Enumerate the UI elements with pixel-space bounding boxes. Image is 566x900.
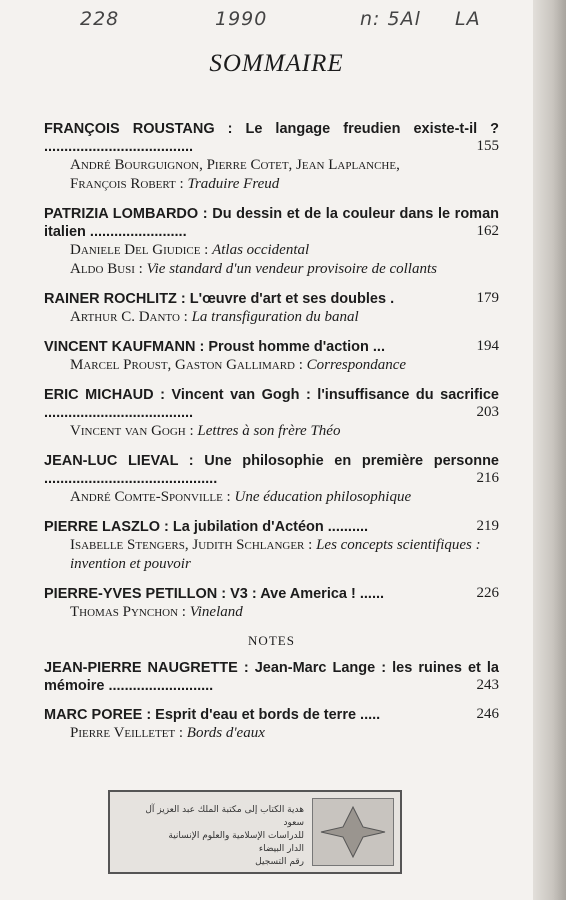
page-number: 194 (476, 338, 499, 354)
toc-entry (44, 386, 499, 441)
toc-entry (44, 706, 499, 743)
toc-heading: PIERRE LASZLO : La jubilation d'Actéon .......... (44, 519, 369, 535)
notes-label: NOTES (248, 633, 295, 648)
toc-sub: Thomas Pynchon : Vineland (70, 604, 243, 620)
handwritten-note: n: 5Al (360, 8, 421, 30)
handwritten-note: 1990 (215, 8, 268, 30)
toc-entry (44, 120, 499, 194)
toc-heading: FRANÇOIS ROUSTANG : Le langage freudien existe-t-il ? ..................................... (44, 121, 499, 155)
page-number: 246 (476, 706, 499, 722)
toc-heading: MARC POREE : Esprit d'eau et bords de terre ..... (44, 707, 381, 723)
toc-entry (44, 290, 499, 327)
toc-heading: JEAN-PIERRE NAUGRETTE : Jean-Marc Lange : les ruines et la mémoire .......................... (44, 660, 499, 694)
toc-heading: VINCENT KAUFMANN : Proust homme d'action ... (44, 339, 385, 355)
toc-sub: Arthur C. Danto : La transfiguration du banal (70, 309, 359, 325)
stamp-text: هدية الكتاب إلى مكتبة الملك عبد العزيز آل سعود للدراسات الإسلامية والعلوم الإنسانية الدار البيضاء رقم التسجيل (145, 805, 304, 867)
stamp-emblem-icon (312, 798, 394, 866)
toc-sub: Marcel Proust, Gaston Gallimard : Correspondance (70, 357, 407, 373)
page-number: 226 (476, 585, 499, 601)
toc-sub: André Bourguignon, Pierre Cotet, Jean Laplanche, François Robert : Traduire Freud (70, 157, 400, 192)
page-number: 243 (476, 677, 499, 693)
toc-sub: Vincent van Gogh : Lettres à son frère Théo (70, 423, 341, 439)
handwritten-note: LA (455, 8, 481, 30)
toc-sub: Pierre Veilletet : Bords d'eaux (70, 725, 265, 741)
book-binding-edge (533, 0, 566, 900)
toc-entry (44, 659, 499, 695)
toc-sub: André Comte-Sponville : Une éducation philosophique (70, 489, 412, 505)
library-stamp (108, 790, 402, 874)
page-number: 179 (476, 290, 499, 306)
handwritten-note: 228 (80, 8, 120, 30)
toc-sub: Daniele Del Giudice : Atlas occidental Aldo Busi : Vie standard d'un vendeur provisoire de collants (70, 242, 437, 277)
page-number: 203 (476, 404, 499, 420)
page-number: 162 (476, 223, 499, 239)
toc-heading: PIERRE-YVES PETILLON : V3 : Ave America ! ...... (44, 586, 385, 602)
toc-heading: RAINER ROCHLITZ : L'œuvre d'art et ses doubles . (44, 291, 395, 307)
toc-entry (44, 205, 499, 279)
toc-entry (44, 518, 499, 574)
page-number: 219 (476, 518, 499, 534)
page-number: 216 (476, 470, 499, 486)
toc-heading: JEAN-LUC LIEVAL : Une philosophie en première personne ........................................... (44, 453, 499, 487)
toc-entry (44, 338, 499, 375)
page-title: SOMMAIRE (209, 50, 344, 77)
page-number: 155 (476, 138, 499, 154)
toc-sub: Isabelle Stengers, Judith Schlanger : Les concepts scientifiques : invention et pouvoir (70, 537, 481, 572)
table-of-contents (44, 120, 499, 754)
toc-entry (44, 452, 499, 507)
toc-entry (44, 585, 499, 622)
toc-heading: ERIC MICHAUD : Vincent van Gogh : l'insuffisance du sacrifice ..................................... (44, 387, 499, 421)
toc-heading: PATRIZIA LOMBARDO : Du dessin et de la couleur dans le roman italien ........................ (44, 206, 499, 240)
